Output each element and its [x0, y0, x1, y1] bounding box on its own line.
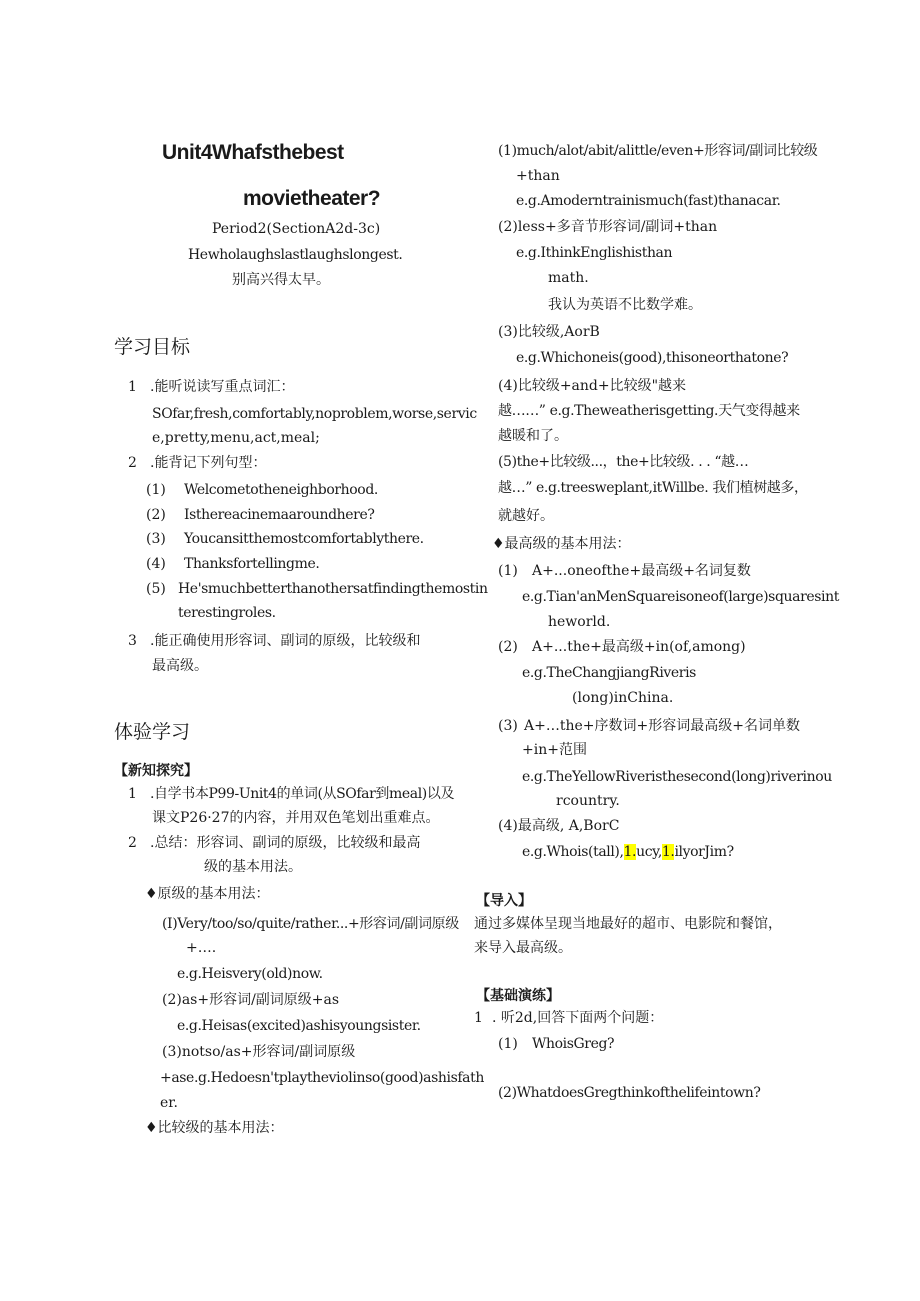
- comp-4-line1: (4)比较级+and+比较级"越来: [498, 378, 687, 394]
- sup-4-example-post: ilyorJim?: [674, 844, 734, 860]
- sentence-text: Welcometotheneighborhood.: [184, 482, 378, 498]
- sup-2-num: (2): [498, 639, 518, 655]
- comp-3-example: e.g.Whichoneis(good),thisoneorthatone?: [516, 350, 789, 366]
- comp-2-translation: 我认为英语不比数学难。: [548, 297, 702, 313]
- sup-3-example2: rcountry.: [556, 793, 620, 809]
- sentence-num: (4): [146, 556, 166, 572]
- objective-1-label: .能听说读写重点词汇：: [150, 379, 295, 395]
- objectives-heading: 学习目标: [114, 337, 191, 358]
- title-line1: Unit4Whafsthebest: [162, 141, 344, 164]
- comp-5-line3: 就越好。: [498, 508, 554, 524]
- positive-1-example: e.g.Heisvery(old)now.: [177, 966, 323, 982]
- positive-2-example: e.g.Heisas(excited)ashisyoungsister.: [177, 1018, 421, 1034]
- highlight-mark: 1.: [623, 844, 637, 860]
- period-label: Period2(SectionA2d-3c): [212, 221, 381, 237]
- study-2-num: 2: [128, 835, 137, 851]
- sup-3-line2: +in+范围: [522, 742, 587, 758]
- proverb-en: Hewholaughslastlaughslongest.: [188, 247, 403, 263]
- study-1-line1: .自学书本P99-Unit4的单词(从SOfar到meal)以及: [150, 786, 455, 802]
- objective-3-num: 3: [128, 633, 137, 649]
- title-line2: movietheater?: [243, 187, 381, 210]
- sup-2-text: A+...the+最高级+in(of,among): [532, 639, 746, 655]
- drill-heading: 【基础演练】: [476, 987, 560, 1003]
- drill-q-text: . 听2d,回答下面两个问题：: [492, 1010, 664, 1026]
- sentence-text: He'smuchbetterthanothersatfindingthemostin: [178, 581, 488, 597]
- comp-1-line2: +than: [516, 168, 560, 184]
- sup-1-example1: e.g.Tian'anMenSquareisoneof(large)squaresint: [522, 589, 839, 605]
- objective-2-label: .能背记下列句型：: [150, 455, 267, 471]
- study-2-line1: .总结：形容词、副词的原级，比较级和最高: [150, 835, 421, 851]
- comp-1-example: e.g.Amoderntrainismuch(fast)thanacar.: [516, 193, 781, 209]
- sentence-num: (5): [146, 581, 166, 597]
- sup-2-example1: e.g.TheChangjiangRiveris: [522, 665, 696, 681]
- experience-heading: 体验学习: [114, 722, 191, 743]
- comp-3-line1: (3)比较级,AorB: [498, 324, 600, 340]
- superlative-heading: ♦最高级的基本用法：: [492, 536, 631, 552]
- drill-q-num: 1: [474, 1010, 483, 1026]
- study-1-num: 1: [128, 786, 137, 802]
- sup-1-example2: heworld.: [548, 614, 611, 630]
- drill-q1-num: (1): [498, 1036, 518, 1052]
- sup-4-example-pre: e.g.Whois(tall),: [522, 844, 624, 860]
- new-knowledge-heading: 【新知探究】: [114, 762, 198, 778]
- vocab-line2: e,pretty,menu,act,meal;: [152, 430, 320, 446]
- objective-1-num: 1: [128, 379, 137, 395]
- positive-3-line3: er.: [160, 1095, 178, 1111]
- comp-2-example2: math.: [548, 270, 589, 286]
- intro-line2: 来导入最高级。: [474, 940, 572, 956]
- sup-1-text: A+...oneofthe+最高级+名词复数: [532, 563, 751, 579]
- sup-4-text: (4)最高级, A,BorC: [498, 818, 620, 834]
- sup-3-num: (3): [498, 718, 518, 734]
- study-2-line2: 级的基本用法。: [204, 859, 302, 875]
- objective-3-line1: .能正确使用形容词、副词的原级，比较级和: [150, 633, 421, 649]
- comp-1-line1: (1)much/alot/abit/alittle/even+形容词/副词比较级: [498, 143, 818, 159]
- positive-1-line1: (I)Very/too/so/quite/rather...+形容词/副词原级: [162, 916, 459, 932]
- drill-q2-text: (2)WhatdoesGregthinkofthelifeintown?: [498, 1085, 761, 1101]
- sup-2-example2: (long)inChina.: [572, 690, 674, 706]
- sentence-num: (2): [146, 507, 166, 523]
- comp-4-line2: 越……” e.g.Theweatherisgetting.天气变得越来: [498, 403, 800, 419]
- positive-3-line2: +ase.g.Hedoesn'tplaytheviolinso(good)ashisfath: [160, 1070, 484, 1086]
- positive-heading: ♦原级的基本用法：: [145, 886, 270, 902]
- intro-heading: 【导入】: [476, 892, 532, 908]
- vocab-line1: SOfar,fresh,comfortably,noproblem,worse,servic: [152, 406, 477, 422]
- sentence-text: Thanksfortellingme.: [184, 556, 320, 572]
- positive-1-line2: +….: [186, 940, 217, 956]
- sup-1-num: (1): [498, 563, 518, 579]
- comp-2-example1: e.g.IthinkEnglishisthan: [516, 245, 673, 261]
- sentence-5-cont: terestingroles.: [178, 605, 276, 621]
- sentence-text: Isthereacinemaaroundhere?: [184, 507, 375, 523]
- comp-2-line1: (2)less+多音节形容词/副词+than: [498, 219, 718, 235]
- objective-2-num: 2: [128, 455, 137, 471]
- comp-5-line1: (5)the+比较级...，the+比较级. . . “越…: [498, 454, 749, 470]
- sup-3-text: A+…the+序数词+形容词最高级+名词单数: [524, 718, 800, 734]
- sentence-text: Youcansitthemostcomfortablythere.: [184, 531, 424, 547]
- sup-4-example-mid: ucy,: [636, 844, 662, 860]
- study-1-line2: 课文P26·27的内容，并用双色笔划出重难点。: [152, 810, 440, 826]
- highlight-mark: 1.: [661, 844, 675, 860]
- intro-line1: 通过多媒体呈现当地最好的超市、电影院和餐馆，: [474, 916, 782, 932]
- comp-5-line2: 越…” e.g.treesweplant,itWillbe. 我们植树越多，: [498, 480, 808, 496]
- sentence-num: (3): [146, 531, 166, 547]
- positive-2-line1: (2)as+形容词/副词原级+as: [162, 992, 340, 1008]
- positive-3-line1: (3)notso/as+形容词/副词原级: [162, 1044, 356, 1060]
- comp-4-line3: 越暖和了。: [498, 428, 568, 444]
- sentence-num: (1): [146, 482, 166, 498]
- sup-3-example1: e.g.TheYellowRiveristhesecond(long)riverinou: [522, 769, 832, 785]
- sup-4-example: [522, 844, 734, 861]
- objective-3-line2: 最高级。: [152, 658, 208, 674]
- comparative-heading: ♦比较级的基本用法：: [145, 1120, 284, 1136]
- proverb-cn: 别高兴得太早。: [232, 272, 330, 288]
- drill-q1-text: WhoisGreg?: [532, 1036, 615, 1052]
